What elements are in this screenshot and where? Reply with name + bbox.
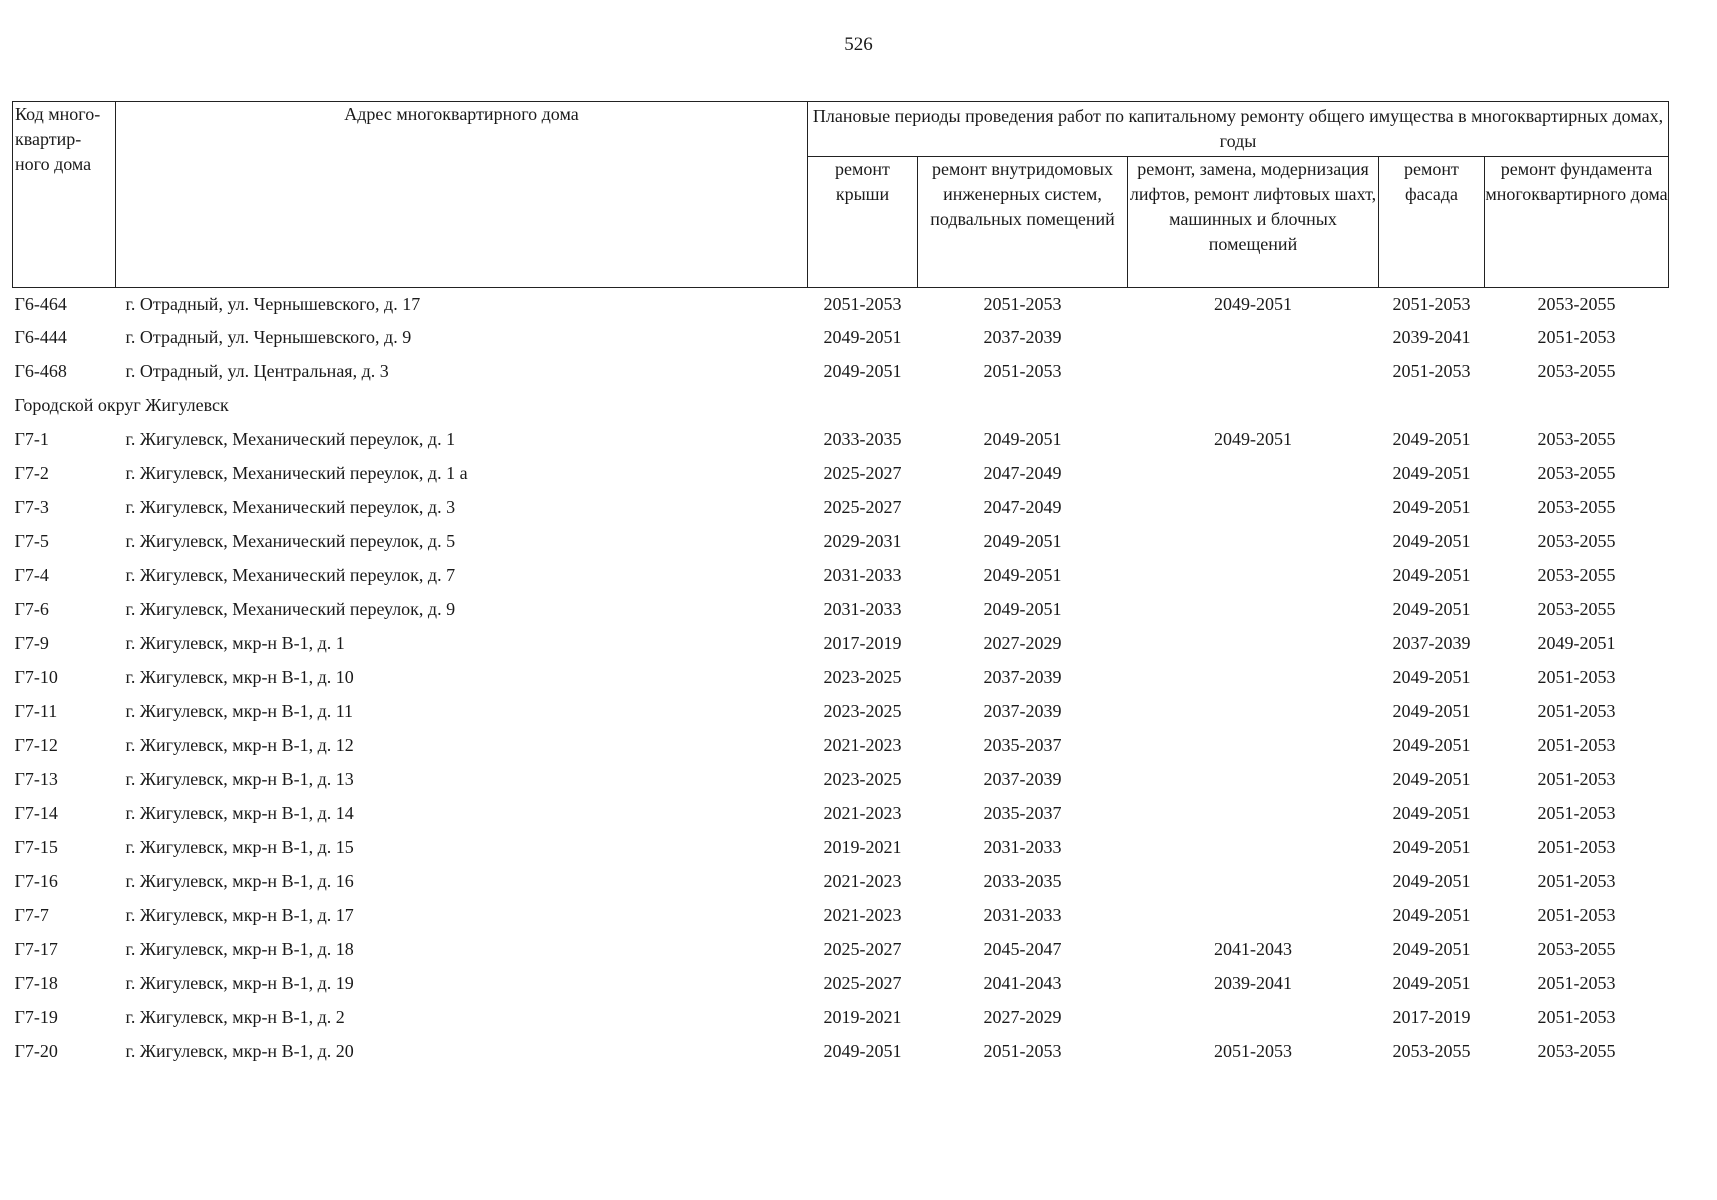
cell-foundation: 2053-2055 xyxy=(1537,497,1616,517)
cell-foundation: 2051-2053 xyxy=(1537,327,1616,347)
cell-address: г. Жигулевск, мкр-н В-1, д. 17 xyxy=(125,905,354,925)
cell-facade: 2017-2019 xyxy=(1392,1007,1471,1027)
cell-address: г. Жигулевск, Механический переулок, д. 9 xyxy=(125,599,456,619)
cell-roof: 2021-2023 xyxy=(823,735,902,755)
cell-code: Г7-11 xyxy=(14,701,58,721)
cell-engineering: 2047-2049 xyxy=(983,497,1062,517)
cell-elevators xyxy=(1128,830,1379,864)
cell-address: г. Жигулевск, мкр-н В-1, д. 12 xyxy=(125,735,354,755)
table-row xyxy=(13,864,1669,898)
cell-address: г. Жигулевск, мкр-н В-1, д. 15 xyxy=(125,837,354,857)
table-row xyxy=(13,728,1669,762)
cell-roof: 2049-2051 xyxy=(823,361,902,381)
cell-elevators xyxy=(1128,558,1379,592)
cell-elevators xyxy=(1128,864,1379,898)
table-row xyxy=(13,558,1669,592)
table-row xyxy=(13,490,1669,524)
cell-address: г. Жигулевск, мкр-н В-1, д. 20 xyxy=(125,1041,354,1061)
cell-elevators xyxy=(1128,490,1379,524)
cell-engineering: 2049-2051 xyxy=(983,599,1062,619)
cell-roof: 2021-2023 xyxy=(823,905,902,925)
cell-elevators xyxy=(1128,354,1379,388)
cell-engineering: 2051-2053 xyxy=(983,294,1062,314)
cell-address: г. Жигулевск, мкр-н В-1, д. 18 xyxy=(125,939,354,959)
cell-roof: 2025-2027 xyxy=(823,463,902,483)
cell-foundation: 2053-2055 xyxy=(1537,361,1616,381)
cell-code: Г7-17 xyxy=(14,939,58,959)
table-row xyxy=(13,1000,1669,1034)
cell-elevators: 2049-2051 xyxy=(1214,429,1292,449)
header-facade: ремонт фасада xyxy=(1379,157,1485,288)
cell-engineering: 2051-2053 xyxy=(983,1041,1062,1061)
cell-code: Г7-7 xyxy=(14,905,49,925)
table-row xyxy=(13,626,1669,660)
cell-roof: 2051-2053 xyxy=(823,294,902,314)
cell-roof: 2049-2051 xyxy=(823,327,902,347)
cell-engineering: 2035-2037 xyxy=(983,803,1062,823)
cell-facade: 2039-2041 xyxy=(1392,327,1471,347)
cell-foundation: 2053-2055 xyxy=(1537,294,1616,314)
cell-address: г. Жигулевск, мкр-н В-1, д. 10 xyxy=(125,667,354,687)
cell-elevators xyxy=(1128,456,1379,490)
cell-engineering: 2035-2037 xyxy=(983,735,1062,755)
cell-roof: 2021-2023 xyxy=(823,871,902,891)
cell-code: Г7-5 xyxy=(14,531,49,551)
cell-roof: 2019-2021 xyxy=(823,837,902,857)
cell-roof: 2029-2031 xyxy=(823,531,902,551)
cell-code: Г7-9 xyxy=(14,633,49,653)
cell-engineering: 2037-2039 xyxy=(983,667,1062,687)
cell-address: г. Отрадный, ул. Чернышевского, д. 17 xyxy=(125,294,421,314)
cell-facade: 2049-2051 xyxy=(1392,803,1471,823)
cell-foundation: 2053-2055 xyxy=(1537,429,1616,449)
cell-roof: 2023-2025 xyxy=(823,769,902,789)
cell-roof: 2031-2033 xyxy=(823,565,902,585)
cell-elevators xyxy=(1128,626,1379,660)
cell-facade: 2049-2051 xyxy=(1392,463,1471,483)
cell-foundation: 2051-2053 xyxy=(1537,769,1616,789)
cell-code: Г7-15 xyxy=(14,837,58,857)
cell-facade: 2051-2053 xyxy=(1392,294,1471,314)
cell-facade: 2049-2051 xyxy=(1392,769,1471,789)
cell-engineering: 2031-2033 xyxy=(983,905,1062,925)
cell-roof: 2021-2023 xyxy=(823,803,902,823)
table-row xyxy=(13,830,1669,864)
cell-roof: 2023-2025 xyxy=(823,701,902,721)
cell-facade: 2049-2051 xyxy=(1392,735,1471,755)
table-row xyxy=(13,660,1669,694)
cell-elevators xyxy=(1128,796,1379,830)
cell-code: Г7-13 xyxy=(14,769,58,789)
cell-foundation: 2051-2053 xyxy=(1537,837,1616,857)
cell-roof: 2025-2027 xyxy=(823,939,902,959)
table-row xyxy=(13,898,1669,932)
cell-code: Г7-16 xyxy=(14,871,58,891)
header-roof: ремонт крыши xyxy=(808,157,918,288)
cell-engineering: 2031-2033 xyxy=(983,837,1062,857)
cell-facade: 2049-2051 xyxy=(1392,667,1471,687)
cell-engineering: 2049-2051 xyxy=(983,565,1062,585)
cell-facade: 2053-2055 xyxy=(1392,1041,1471,1061)
header-code: Код много-квартир-ного дома xyxy=(13,102,116,288)
cell-foundation: 2053-2055 xyxy=(1537,939,1616,959)
cell-address: г. Жигулевск, мкр-н В-1, д. 14 xyxy=(125,803,354,823)
cell-facade: 2051-2053 xyxy=(1392,361,1471,381)
cell-foundation: 2053-2055 xyxy=(1537,463,1616,483)
cell-foundation: 2051-2053 xyxy=(1537,701,1616,721)
cell-foundation: 2053-2055 xyxy=(1537,531,1616,551)
table-row xyxy=(13,288,1669,321)
cell-code: Г7-14 xyxy=(14,803,58,823)
cell-foundation: 2051-2053 xyxy=(1537,871,1616,891)
repair-schedule-table xyxy=(12,101,1669,1068)
page-number: 526 xyxy=(844,34,873,55)
cell-engineering: 2045-2047 xyxy=(983,939,1062,959)
cell-elevators xyxy=(1128,762,1379,796)
cell-facade: 2049-2051 xyxy=(1392,939,1471,959)
cell-foundation: 2051-2053 xyxy=(1537,735,1616,755)
cell-address: г. Жигулевск, мкр-н В-1, д. 16 xyxy=(125,871,354,891)
table-body xyxy=(13,288,1669,1069)
header-periods: Плановые периоды проведения работ по капитальному ремонту общего имущества в многоквартирных домах, годы xyxy=(808,102,1669,157)
table-row xyxy=(13,524,1669,558)
cell-engineering: 2033-2035 xyxy=(983,871,1062,891)
cell-address: г. Жигулевск, мкр-н В-1, д. 11 xyxy=(125,701,354,721)
group-title: Городской округ Жигулевск xyxy=(14,395,229,415)
cell-code: Г7-20 xyxy=(14,1041,58,1061)
cell-foundation: 2051-2053 xyxy=(1537,1007,1616,1027)
table-row xyxy=(13,694,1669,728)
cell-engineering: 2037-2039 xyxy=(983,769,1062,789)
cell-roof: 2017-2019 xyxy=(823,633,902,653)
cell-facade: 2049-2051 xyxy=(1392,531,1471,551)
cell-engineering: 2027-2029 xyxy=(983,1007,1062,1027)
table-row xyxy=(13,762,1669,796)
cell-roof: 2023-2025 xyxy=(823,667,902,687)
cell-elevators xyxy=(1128,320,1379,354)
table-row xyxy=(13,320,1669,354)
header-address: Адрес многоквартирного дома xyxy=(116,102,808,288)
header-engineering: ремонт внутридомовых инженерных систем, подвальных помещений xyxy=(918,157,1128,288)
cell-address: г. Жигулевск, Механический переулок, д. 1 xyxy=(125,429,456,449)
cell-engineering: 2037-2039 xyxy=(983,327,1062,347)
cell-foundation: 2051-2053 xyxy=(1537,667,1616,687)
cell-code: Г7-19 xyxy=(14,1007,58,1027)
cell-elevators: 2051-2053 xyxy=(1214,1041,1292,1061)
cell-foundation: 2053-2055 xyxy=(1537,1041,1616,1061)
cell-elevators xyxy=(1128,1000,1379,1034)
header-foundation: ремонт фундамента многоквартирного дома xyxy=(1485,157,1669,288)
cell-facade: 2049-2051 xyxy=(1392,565,1471,585)
cell-address: г. Жигулевск, Механический переулок, д. 5 xyxy=(125,531,456,551)
cell-code: Г7-3 xyxy=(14,497,49,517)
group-row xyxy=(13,388,1669,422)
cell-address: г. Жигулевск, Механический переулок, д. 1 а xyxy=(125,463,468,483)
table-row xyxy=(13,932,1669,966)
cell-foundation: 2053-2055 xyxy=(1537,599,1616,619)
cell-engineering: 2049-2051 xyxy=(983,429,1062,449)
table-row xyxy=(13,966,1669,1000)
cell-foundation: 2051-2053 xyxy=(1537,905,1616,925)
table-header xyxy=(13,102,1669,288)
cell-elevators xyxy=(1128,694,1379,728)
header-elevators: ремонт, замена, модернизация лифтов, ремонт лифтовых шахт, машинных и блочных помещений xyxy=(1128,157,1379,288)
table-row xyxy=(13,796,1669,830)
cell-code: Г7-12 xyxy=(14,735,58,755)
cell-code: Г7-4 xyxy=(14,565,49,585)
cell-address: г. Жигулевск, Механический переулок, д. 7 xyxy=(125,565,456,585)
cell-facade: 2049-2051 xyxy=(1392,599,1471,619)
cell-engineering: 2051-2053 xyxy=(983,361,1062,381)
cell-code: Г7-1 xyxy=(14,429,49,449)
cell-elevators xyxy=(1128,524,1379,558)
cell-engineering: 2037-2039 xyxy=(983,701,1062,721)
table-row xyxy=(13,1034,1669,1068)
cell-elevators xyxy=(1128,592,1379,626)
table-row xyxy=(13,456,1669,490)
cell-code: Г6-444 xyxy=(14,327,67,347)
cell-facade: 2049-2051 xyxy=(1392,701,1471,721)
table-row xyxy=(13,422,1669,456)
cell-facade: 2049-2051 xyxy=(1392,973,1471,993)
cell-elevators xyxy=(1128,728,1379,762)
cell-facade: 2049-2051 xyxy=(1392,871,1471,891)
cell-elevators: 2041-2043 xyxy=(1214,939,1292,959)
cell-foundation: 2049-2051 xyxy=(1537,633,1616,653)
cell-foundation: 2051-2053 xyxy=(1537,973,1616,993)
cell-address: г. Отрадный, ул. Центральная, д. 3 xyxy=(125,361,389,381)
cell-engineering: 2047-2049 xyxy=(983,463,1062,483)
cell-facade: 2049-2051 xyxy=(1392,497,1471,517)
cell-address: г. Жигулевск, мкр-н В-1, д. 2 xyxy=(125,1007,345,1027)
cell-code: Г7-10 xyxy=(14,667,58,687)
table-row xyxy=(13,354,1669,388)
cell-address: г. Жигулевск, мкр-н В-1, д. 13 xyxy=(125,769,354,789)
cell-roof: 2031-2033 xyxy=(823,599,902,619)
cell-facade: 2037-2039 xyxy=(1392,633,1471,653)
cell-address: г. Отрадный, ул. Чернышевского, д. 9 xyxy=(125,327,412,347)
cell-foundation: 2051-2053 xyxy=(1537,803,1616,823)
cell-facade: 2049-2051 xyxy=(1392,837,1471,857)
cell-elevators xyxy=(1128,660,1379,694)
cell-roof: 2019-2021 xyxy=(823,1007,902,1027)
cell-engineering: 2049-2051 xyxy=(983,531,1062,551)
cell-elevators: 2039-2041 xyxy=(1214,973,1292,993)
cell-elevators: 2049-2051 xyxy=(1214,294,1292,314)
cell-address: г. Жигулевск, мкр-н В-1, д. 19 xyxy=(125,973,354,993)
cell-elevators xyxy=(1128,898,1379,932)
cell-roof: 2025-2027 xyxy=(823,973,902,993)
cell-facade: 2049-2051 xyxy=(1392,429,1471,449)
cell-address: г. Жигулевск, мкр-н В-1, д. 1 xyxy=(125,633,345,653)
cell-code: Г6-464 xyxy=(14,294,67,314)
cell-code: Г7-6 xyxy=(14,599,49,619)
table-row xyxy=(13,592,1669,626)
cell-foundation: 2053-2055 xyxy=(1537,565,1616,585)
cell-engineering: 2027-2029 xyxy=(983,633,1062,653)
cell-code: Г6-468 xyxy=(14,361,67,381)
cell-code: Г7-2 xyxy=(14,463,49,483)
cell-engineering: 2041-2043 xyxy=(983,973,1062,993)
cell-facade: 2049-2051 xyxy=(1392,905,1471,925)
cell-roof: 2049-2051 xyxy=(823,1041,902,1061)
cell-address: г. Жигулевск, Механический переулок, д. 3 xyxy=(125,497,456,517)
cell-roof: 2033-2035 xyxy=(823,429,902,449)
cell-roof: 2025-2027 xyxy=(823,497,902,517)
cell-code: Г7-18 xyxy=(14,973,58,993)
